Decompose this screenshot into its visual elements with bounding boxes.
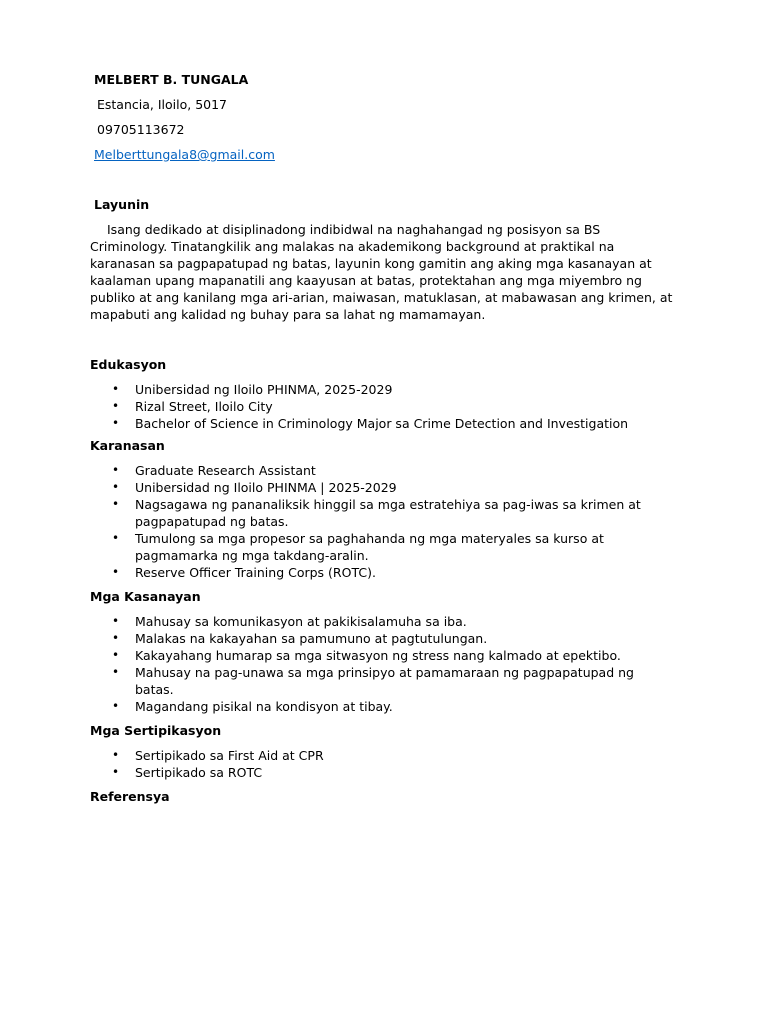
list-item [90, 415, 675, 432]
bullet-icon: • [112, 463, 120, 477]
skill-item: Mahusay sa komunikasyon at pakikisalamuha sa iba. [135, 614, 467, 629]
certification-item: Sertipikado sa First Aid at CPR [135, 748, 324, 763]
email-link[interactable]: Melberttungala8@gmail.com [94, 147, 275, 162]
bullet-icon: • [112, 565, 120, 579]
skill-item: Magandang pisikal na kondisyon at tibay. [135, 699, 393, 714]
list-item [90, 530, 675, 564]
list-item [90, 496, 675, 530]
experience-item: Tumulong sa mga propesor sa paghahanda ng mga materyales sa kurso at pagmamarka ng mga takdang-aralin. [135, 531, 604, 563]
bullet-icon: • [112, 699, 120, 713]
experience-item: Unibersidad ng Iloilo PHINMA | 2025-2029 [135, 480, 397, 495]
experience-item: Nagsagawa ng pananaliksik hinggil sa mga estratehiya sa pag-iwas sa krimen at pagpapatupad ng batas. [135, 497, 641, 529]
list-item [90, 647, 675, 664]
list-item [90, 462, 675, 479]
skill-item: Malakas na kakayahan sa pamumuno at pagtutulungan. [135, 631, 488, 646]
experience-list [90, 462, 680, 581]
skill-item: Kakayahang humarap sa mga sitwasyon ng stress nang kalmado at epektibo. [135, 648, 621, 663]
list-item [90, 698, 675, 715]
bullet-icon: • [112, 765, 120, 779]
bullet-icon: • [112, 382, 120, 396]
skills-heading: Mga Kasanayan [90, 589, 201, 604]
objective-paragraph: Isang dedikado at disiplinadong indibidwal na naghahangad ng posisyon sa BS Criminology. Tinatangkilik ang malakas na akademikong background at praktikal na karanasan sa pagpapatupad ng batas, layunin kong gamitin ang aking mga kasanayan at kaalaman upang mapanatili ang kaayusan at batas, protektahan ang mga miyembro ng publiko at ang kanilang mga ari-arian, maiwasan, matuklasan, at mabawasan ang krimen, at mapabuti ang kalidad ng buhay para sa lahat ng mamamayan. [90, 222, 673, 322]
bullet-icon: • [112, 531, 120, 545]
certifications-list [90, 747, 680, 781]
education-item: Bachelor of Science in Criminology Major sa Crime Detection and Investigation [135, 416, 629, 431]
address: Estancia, Iloilo, 5017 [97, 97, 228, 112]
bullet-icon: • [112, 748, 120, 762]
bullet-icon: • [112, 399, 120, 413]
education-list [90, 381, 680, 432]
bullet-icon: • [112, 631, 120, 645]
education-item: Unibersidad ng Iloilo PHINMA, 2025-2029 [135, 382, 393, 397]
bullet-icon: • [112, 665, 120, 679]
list-item [90, 381, 675, 398]
certifications-heading: Mga Sertipikasyon [90, 723, 222, 738]
list-item [90, 479, 675, 496]
resume-name: MELBERT B. TUNGALA [94, 72, 249, 87]
bullet-icon: • [112, 648, 120, 662]
objective-heading: Layunin [94, 197, 150, 212]
list-item [90, 764, 675, 781]
education-heading: Edukasyon [90, 357, 167, 372]
references-heading: Referensya [90, 789, 170, 804]
phone-number: 09705113672 [97, 122, 185, 137]
list-item [90, 664, 675, 698]
skill-item: Mahusay na pag-unawa sa mga prinsipyo at pamamaraan ng pagpapatupad ng batas. [135, 665, 634, 697]
list-item [90, 564, 675, 581]
list-item [90, 398, 675, 415]
bullet-icon: • [112, 497, 120, 511]
skills-list [90, 613, 680, 715]
list-item [90, 630, 675, 647]
list-item [90, 613, 675, 630]
certification-item: Sertipikado sa ROTC [135, 765, 263, 780]
experience-heading: Karanasan [90, 438, 165, 453]
list-item [90, 747, 675, 764]
education-item: Rizal Street, Iloilo City [135, 399, 273, 414]
experience-item: Graduate Research Assistant [135, 463, 316, 478]
resume-page [90, 70, 680, 807]
bullet-icon: • [112, 416, 120, 430]
bullet-icon: • [112, 480, 120, 494]
experience-item: Reserve Officer Training Corps (ROTC). [135, 565, 376, 580]
bullet-icon: • [112, 614, 120, 628]
